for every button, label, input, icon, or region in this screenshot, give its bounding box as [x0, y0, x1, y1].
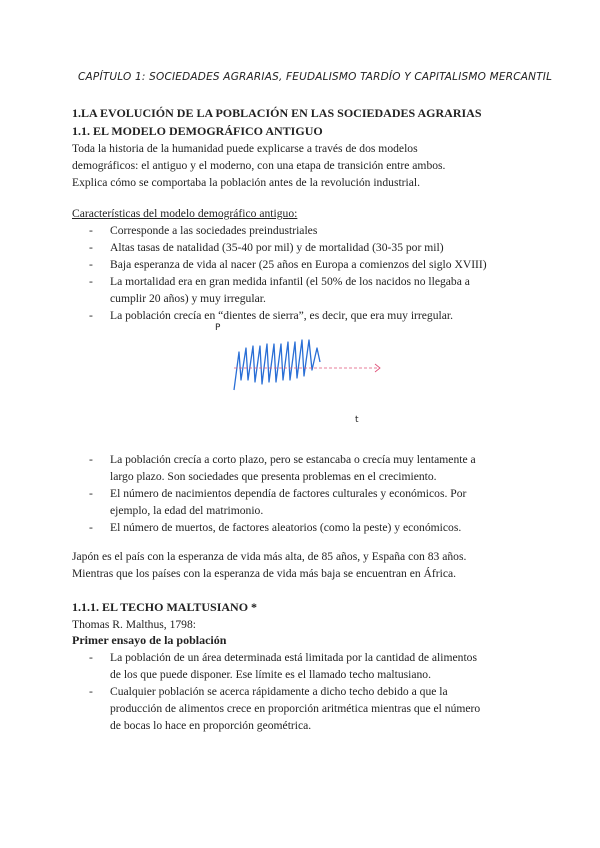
intro-line-2: demográficos: el antiguo y el moderno, con una etapa de transición entre ambos.	[72, 159, 446, 172]
intro-line-1: Toda la historia de la humanidad puede explicarse a través de dos modelos	[72, 142, 418, 155]
sketch-x-label: t	[355, 415, 359, 425]
list-item: - Cualquier población se acerca rápidamente a dicho techo debido a que la producción de alimentos crece en proporción aritmética mientras que el número de bocas lo hace en proporción geométrica.	[89, 685, 481, 732]
list-item: - Corresponde a las sociedades preindustriales	[89, 224, 318, 237]
list-item: - El número de nacimientos dependía de factores culturales y económicos. Por ejemplo, la edad del matrimonio.	[89, 487, 467, 517]
list-item: - La mortalidad era en gran medida infantil (el 50% de los nacidos no llegaba a cumplir 20 años) y muy irregular.	[89, 275, 470, 305]
list-item: - El número de muertos, de factores aleatorios (como la peste) y económicos.	[89, 521, 462, 534]
work-title: Primer ensayo de la población	[72, 633, 227, 647]
section-heading-maltusiano: 1.1.1. EL TECHO MALTUSIANO *	[72, 600, 258, 614]
list-item: - La población de un área determinada está limitada por la cantidad de alimentos de los que puede disponer. Ese límite es el llamado techo maltusiano.	[89, 651, 477, 681]
sawtooth-sketch	[210, 318, 400, 428]
intro-line-3: Explica cómo se comportaba la población antes de la revolución industrial.	[72, 176, 421, 189]
list-item: - Altas tasas de natalidad (35-40 por mil) y de mortalidad (30-35 por mil)	[89, 241, 444, 254]
characteristics-list	[72, 222, 487, 324]
subsection-heading: 1.1. EL MODELO DEMOGRÁFICO ANTIGUO	[72, 124, 323, 138]
closing-line-1: Japón es el país con la esperanza de vida más alta, de 85 años, y España con 83 años.	[72, 550, 467, 563]
malthus-list	[72, 649, 480, 734]
section-heading: 1.LA EVOLUCIÓN DE LA POBLACIÓN EN LAS SOCIEDADES AGRARIAS	[72, 106, 482, 120]
list-item: - La población crecía a corto plazo, pero se estancaba o crecía muy lentamente a largo plazo. Son sociedades que presenta problemas en el crecimiento.	[89, 453, 476, 483]
sketch-y-label: P	[215, 323, 221, 333]
chapter-title: CAPÍTULO 1: SOCIEDADES AGRARIAS, FEUDALISMO TARDÍO Y CAPITALISMO MERCANTIL	[78, 71, 553, 83]
consequences-list	[72, 451, 476, 536]
closing-line-2: Mientras que los países con la esperanza de vida más baja se encuentran en África.	[72, 567, 457, 580]
list-item: - Baja esperanza de vida al nacer (25 años en Europa a comienzos del siglo XVIII)	[89, 258, 487, 271]
author-line: Thomas R. Malthus, 1798:	[72, 618, 196, 631]
characteristics-title: Características del modelo demográfico antiguo:	[72, 207, 298, 220]
sawtooth-line	[234, 340, 320, 390]
list-item: - La población crecía en “dientes de sierra”, es decir, que era muy irregular.	[89, 309, 453, 322]
